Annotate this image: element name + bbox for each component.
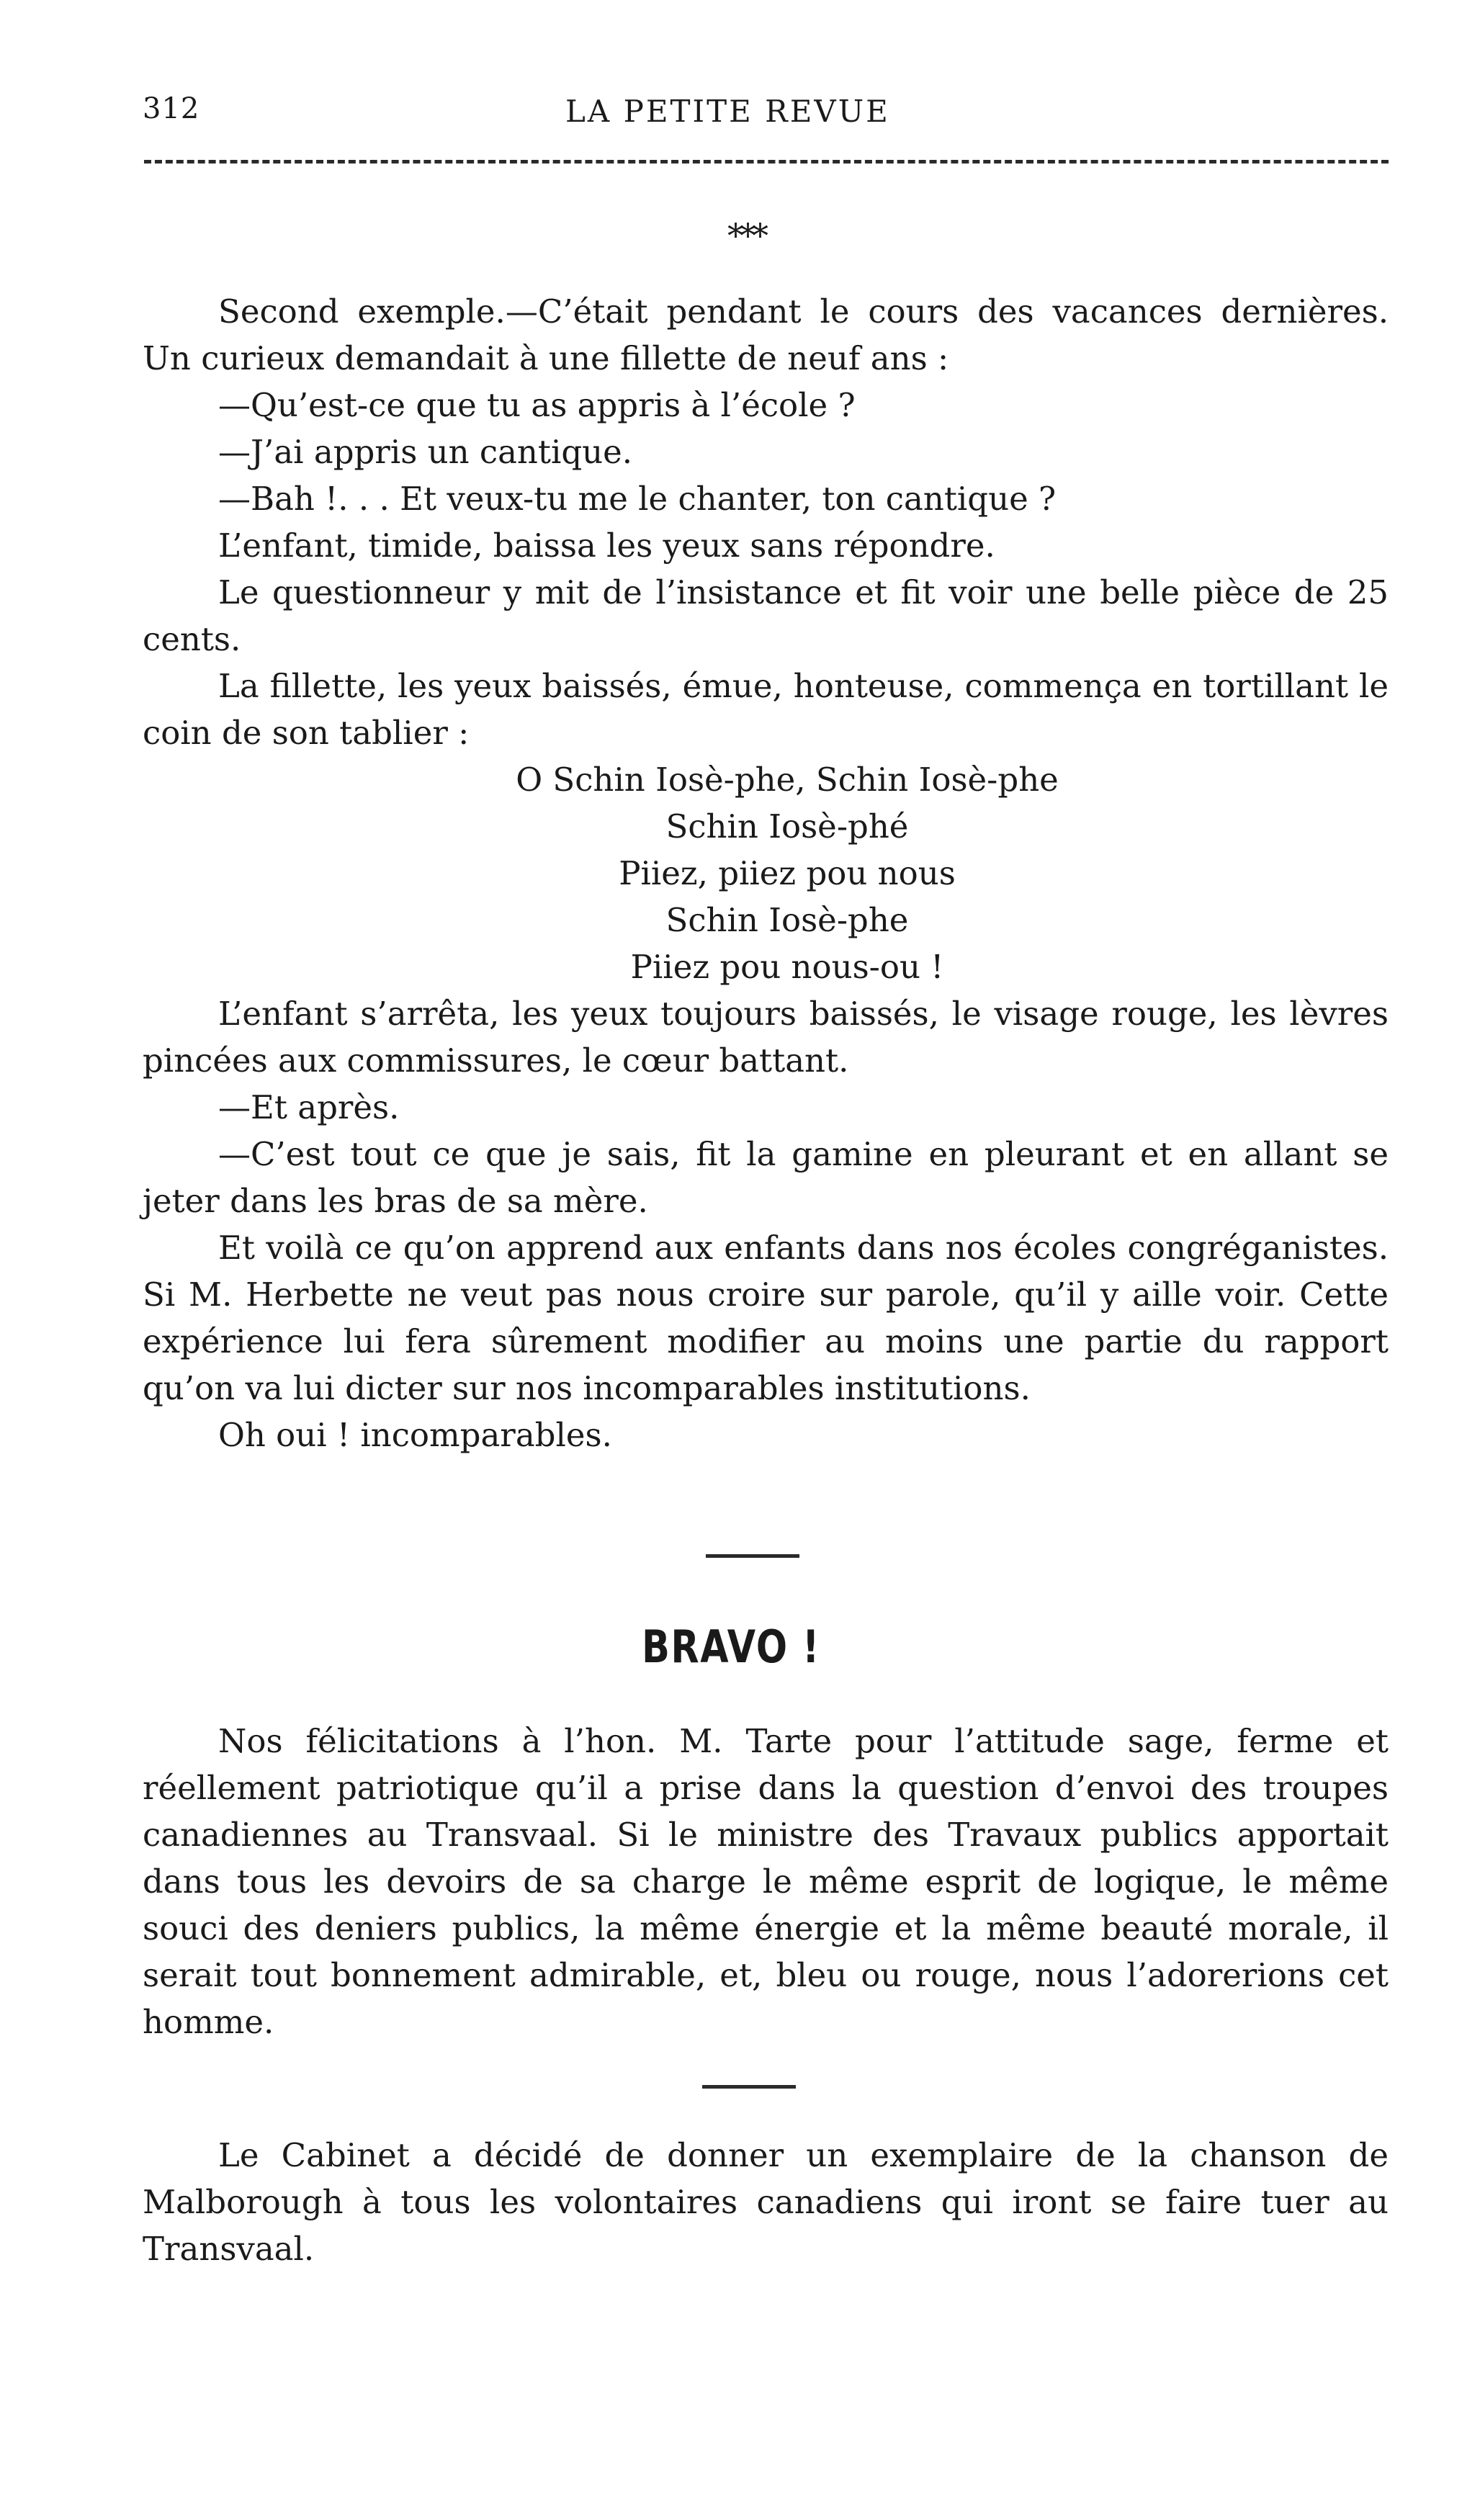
paragraph: La fillette, les yeux baissés, émue, honteuse, commença en tortillant le coin de son tablier :: [143, 667, 1389, 752]
running-head: LA PETITE REVUE: [565, 94, 890, 129]
paragraph: Le Cabinet a décidé de donner un exemplaire de la chanson de Malborough à tous les volontaires canadiens qui iront se faire tuer au Transvaal.: [143, 2136, 1389, 2268]
paragraph: —C’est tout ce que je sais, fit la gamine en pleurant et en allant se jeter dans les bras de sa mère.: [143, 1135, 1389, 1220]
paragraph: Second exemple.—C’était pendant le cours des vacances dernières. Un curieux demandait à une fillette de neuf ans :: [143, 292, 1389, 377]
verse-line: Schin Iosè-phé: [665, 807, 909, 846]
paragraph: L’enfant, timide, baissa les yeux sans répondre.: [218, 526, 995, 565]
section-2-body: [143, 1718, 1389, 2045]
asterism: ***: [727, 216, 764, 255]
section-separator: [702, 2085, 796, 2089]
verse-line: Piiez, piiez pou nous: [619, 854, 956, 892]
header-rule: [144, 160, 1389, 163]
paragraph: —Et après.: [218, 1088, 400, 1126]
paragraph: —Qu’est-ce que tu as appris à l’école ?: [218, 386, 856, 424]
section-1-body: [143, 288, 1389, 1458]
verse-line: Schin Iosè-phe: [665, 901, 909, 939]
page-number: 312: [143, 92, 200, 125]
paragraph: Et voilà ce qu’on apprend aux enfants dans nos écoles congréganistes. Si M. Herbette ne veut pas nous croire sur parole, qu’il y aille voir. Cette expérience lui fera sûrement modifier au moins une partie du rapport qu’on va lui dicter sur nos incomparables institutions.: [143, 1229, 1389, 1407]
paragraph: Le questionneur y mit de l’insistance et fit voir une belle pièce de 25 cents.: [143, 573, 1389, 658]
verse-line: O Schin Iosè-phe, Schin Iosè-phe: [516, 761, 1059, 799]
verse-block: [143, 756, 1389, 990]
paragraph: Oh oui ! incomparables.: [218, 1416, 612, 1454]
verse-line: Piiez pou nous-ou !: [630, 948, 944, 986]
paragraph: Nos félicitations à l’hon. M. Tarte pour l’attitude sage, ferme et réellement patriotique qu’il a prise dans la question d’envoi des troupes canadiennes au Transvaal. Si le ministre des Travaux publics apportait dans tous les devoirs de sa charge le même esprit de logique, le même souci des deniers publics, la même énergie et la même beauté morale, il serait tout bonnement admirable, et, bleu ou rouge, nous l’adorerions cet homme.: [143, 1722, 1389, 2041]
paragraph: —J’ai appris un cantique.: [218, 433, 633, 471]
section-3-body: [143, 2132, 1389, 2272]
section-title: BRAVO !: [642, 1620, 820, 1673]
section-separator: [706, 1554, 799, 1558]
paragraph: L’enfant s’arrêta, les yeux toujours baissés, le visage rouge, les lèvres pincées aux commissures, le cœur battant.: [143, 995, 1389, 1080]
paragraph: —Bah !. . . Et veux-tu me le chanter, ton cantique ?: [218, 480, 1057, 518]
